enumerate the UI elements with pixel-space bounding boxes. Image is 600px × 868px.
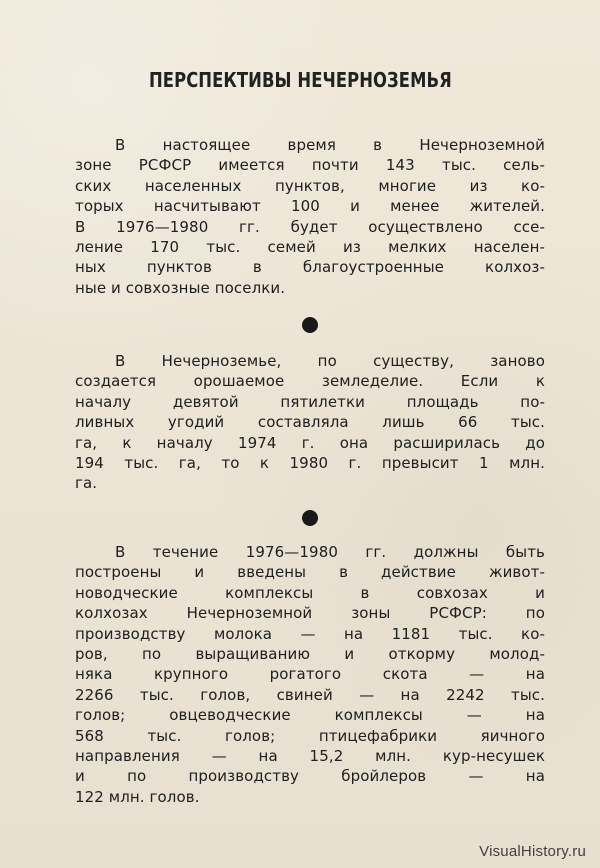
paragraph-1-line-8: ные и совхозные поселки. <box>75 278 286 297</box>
paragraph-3-line-12: и по производству бройлеров — на <box>75 767 545 786</box>
bullet-dot-icon <box>302 510 318 526</box>
paragraph-3-line-7: няка крупного рогатого скота — на <box>75 665 545 684</box>
page-header <box>145 56 475 104</box>
paragraph-2-line-1: В Нечерноземье, по существу, заново <box>115 352 545 370</box>
paragraph-1-line-4: торых насчитывают 100 и менее жителей. <box>75 197 545 216</box>
paragraph-1-line-6: ление 170 тыс. семей из мелких населен- <box>75 238 545 257</box>
paragraph-2 <box>75 351 545 494</box>
bullet-dot-icon <box>302 317 318 333</box>
paragraph-1-line-1: В настоящее время в Нечерноземной <box>115 136 545 154</box>
paragraph-3-line-13: 122 млн. голов. <box>75 787 200 806</box>
paragraph-1-line-5: В 1976—1980 гг. будет осуществлено ссе- <box>75 217 545 236</box>
paragraph-3-line-3: новодческие комплексы в совхозах и <box>75 583 545 602</box>
paragraph-3-line-8: 2266 тыс. голов, свиней — на 2242 тыс. <box>75 685 545 704</box>
paragraph-2-line-3: началу девятой пятилетки площадь по- <box>75 392 545 411</box>
paragraph-1-line-7: ных пунктов в благоустроенные колхоз- <box>75 258 545 277</box>
page-title: ПЕРСПЕКТИВЫ НЕЧЕРНОЗЕМЬЯ <box>149 68 452 92</box>
paragraph-2-line-2: создается орошаемое земледелие. Если к <box>75 372 545 391</box>
paragraph-3-line-1: В течение 1976—1980 гг. должны быть <box>115 543 545 561</box>
paragraph-3-line-9: голов; овцеводческие комплексы — на <box>75 706 545 725</box>
paragraph-3 <box>75 542 545 807</box>
paragraph-3-line-10: 568 тыс. голов; птицефабрики яичного <box>75 726 545 745</box>
watermark-link[interactable]: VisualHistory.ru <box>479 843 586 860</box>
paragraph-3-line-6: ров, по выращиванию и откорму молод- <box>75 645 545 664</box>
paragraph-1-line-2: зоне РСФСР имеется почти 143 тыс. сель- <box>75 156 545 175</box>
paragraph-3-line-11: направления — на 15,2 млн. кур-несушек <box>75 747 545 766</box>
paragraph-1-line-3: ских населенных пунктов, многие из ко- <box>75 176 545 195</box>
paragraph-2-line-5: га, к началу 1974 г. она расширилась до <box>75 433 545 452</box>
paragraph-2-line-7: га. <box>75 474 98 493</box>
paragraph-2-line-6: 194 тыс. га, то к 1980 г. превысит 1 млн. <box>75 454 545 473</box>
paragraph-2-line-4: ливных угодий составляла лишь 66 тыс. <box>75 413 545 432</box>
paragraph-3-line-5: производству молока — на 1181 тыс. ко- <box>75 624 545 643</box>
paragraph-3-line-4: колхозах Нечерноземной зоны РСФСР: по <box>75 604 545 623</box>
paragraph-1 <box>75 135 545 298</box>
paragraph-3-line-2: построены и введены в действие живот- <box>75 563 545 582</box>
